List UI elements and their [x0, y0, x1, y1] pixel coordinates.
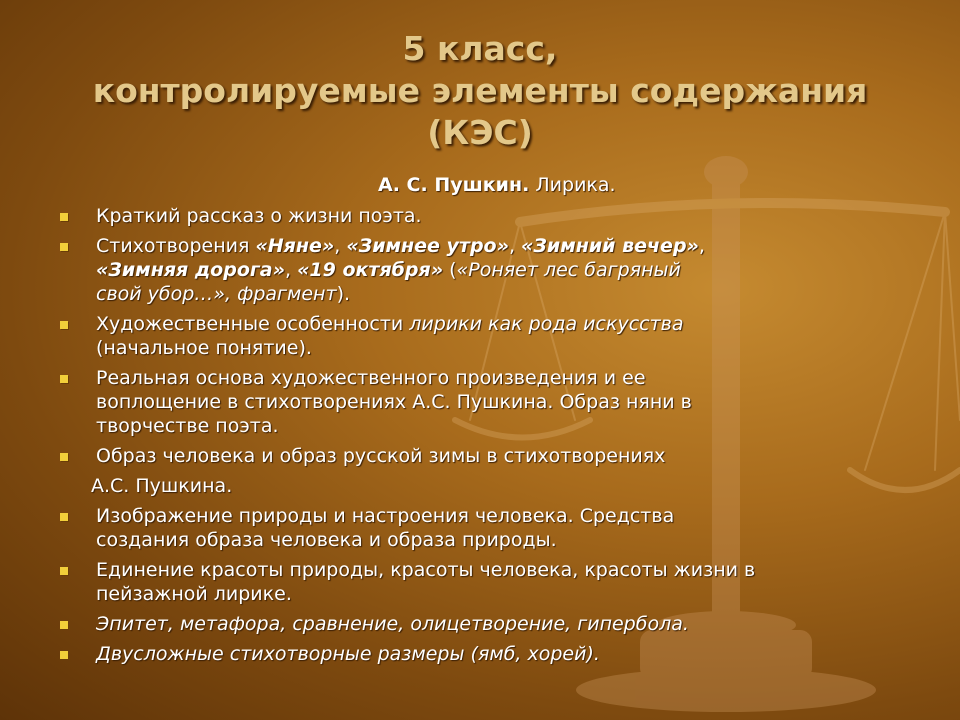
text-span: Художественные особенности	[96, 313, 410, 335]
list-item-text: Краткий рассказ о жизни поэта.	[96, 205, 422, 227]
text-span: ,	[334, 235, 347, 257]
poem-title: «Зимнее утро»	[346, 235, 509, 257]
bullet-icon	[60, 243, 68, 251]
list-item-line: творчестве поэта.	[96, 415, 279, 437]
list-item-line: (начальное понятие).	[96, 337, 312, 359]
list-item	[56, 234, 936, 306]
text-span: ).	[336, 283, 351, 305]
italic-term: лирики как рода искусства	[409, 313, 684, 335]
list-item	[56, 642, 936, 666]
poem-fragment: «Роняет лес багряный	[456, 259, 681, 281]
text-span: ,	[284, 259, 298, 281]
section-subtitle	[378, 174, 616, 196]
bullet-icon	[60, 567, 68, 575]
list-item	[56, 204, 936, 228]
list-item-line: Реальная основа художественного произведения и ее	[96, 367, 646, 389]
list-item-line: Единение красоты природы, красоты человека, красоты жизни в	[96, 559, 756, 581]
list-item	[56, 444, 936, 468]
list-item-line: воплощение в стихотворениях А.С. Пушкина. Образ няни в	[96, 391, 692, 413]
list-item	[56, 366, 936, 438]
title-line-1: 5 класс,	[402, 29, 558, 68]
text-span: (	[443, 259, 457, 281]
bullet-icon	[60, 453, 68, 461]
text-span: ,	[698, 235, 705, 257]
bullet-icon	[60, 321, 68, 329]
list-item-line: создания образа человека и образа природы.	[96, 529, 557, 551]
list-item-line	[96, 312, 936, 336]
poem-fragment: свой убор…», фрагмент	[96, 283, 337, 305]
list-item	[56, 612, 936, 636]
bullet-icon	[60, 651, 68, 659]
poem-title: «19 октября»	[297, 259, 444, 281]
list-item-text: Эпитет, метафора, сравнение, олицетворение, гипербола.	[96, 613, 689, 635]
bullet-icon	[60, 213, 68, 221]
content-list	[56, 204, 936, 672]
text-span: ,	[508, 235, 522, 257]
list-item-line	[96, 258, 936, 282]
title-line-2: контролируемые элементы содержания	[92, 71, 868, 110]
list-item-continuation	[56, 474, 936, 498]
subtitle-author: А. С. Пушкин.	[378, 174, 530, 196]
subtitle-topic: Лирика.	[529, 174, 616, 196]
list-item	[56, 558, 936, 606]
text-span: Стихотворения	[96, 235, 256, 257]
list-item-text: А.С. Пушкина.	[91, 475, 233, 497]
poem-title: «Зимний вечер»	[521, 235, 699, 257]
list-item-line: Изображение природы и настроения человека. Средства	[96, 505, 675, 527]
list-item-line	[96, 282, 936, 306]
poem-title: «Зимняя дорога»	[96, 259, 285, 281]
slide-title	[0, 28, 960, 154]
list-item-text: Образ человека и образ русской зимы в стихотворениях	[96, 445, 666, 467]
list-item-line	[96, 234, 936, 258]
list-item-text: Двусложные стихотворные размеры (ямб, хорей).	[96, 643, 600, 665]
list-item-line: пейзажной лирике.	[96, 583, 292, 605]
poem-title: «Няне»	[255, 235, 335, 257]
title-line-3: (КЭС)	[427, 113, 533, 152]
list-item	[56, 504, 936, 552]
bullet-icon	[60, 513, 68, 521]
bullet-icon	[60, 375, 68, 383]
bullet-icon	[60, 621, 68, 629]
list-item	[56, 312, 936, 360]
